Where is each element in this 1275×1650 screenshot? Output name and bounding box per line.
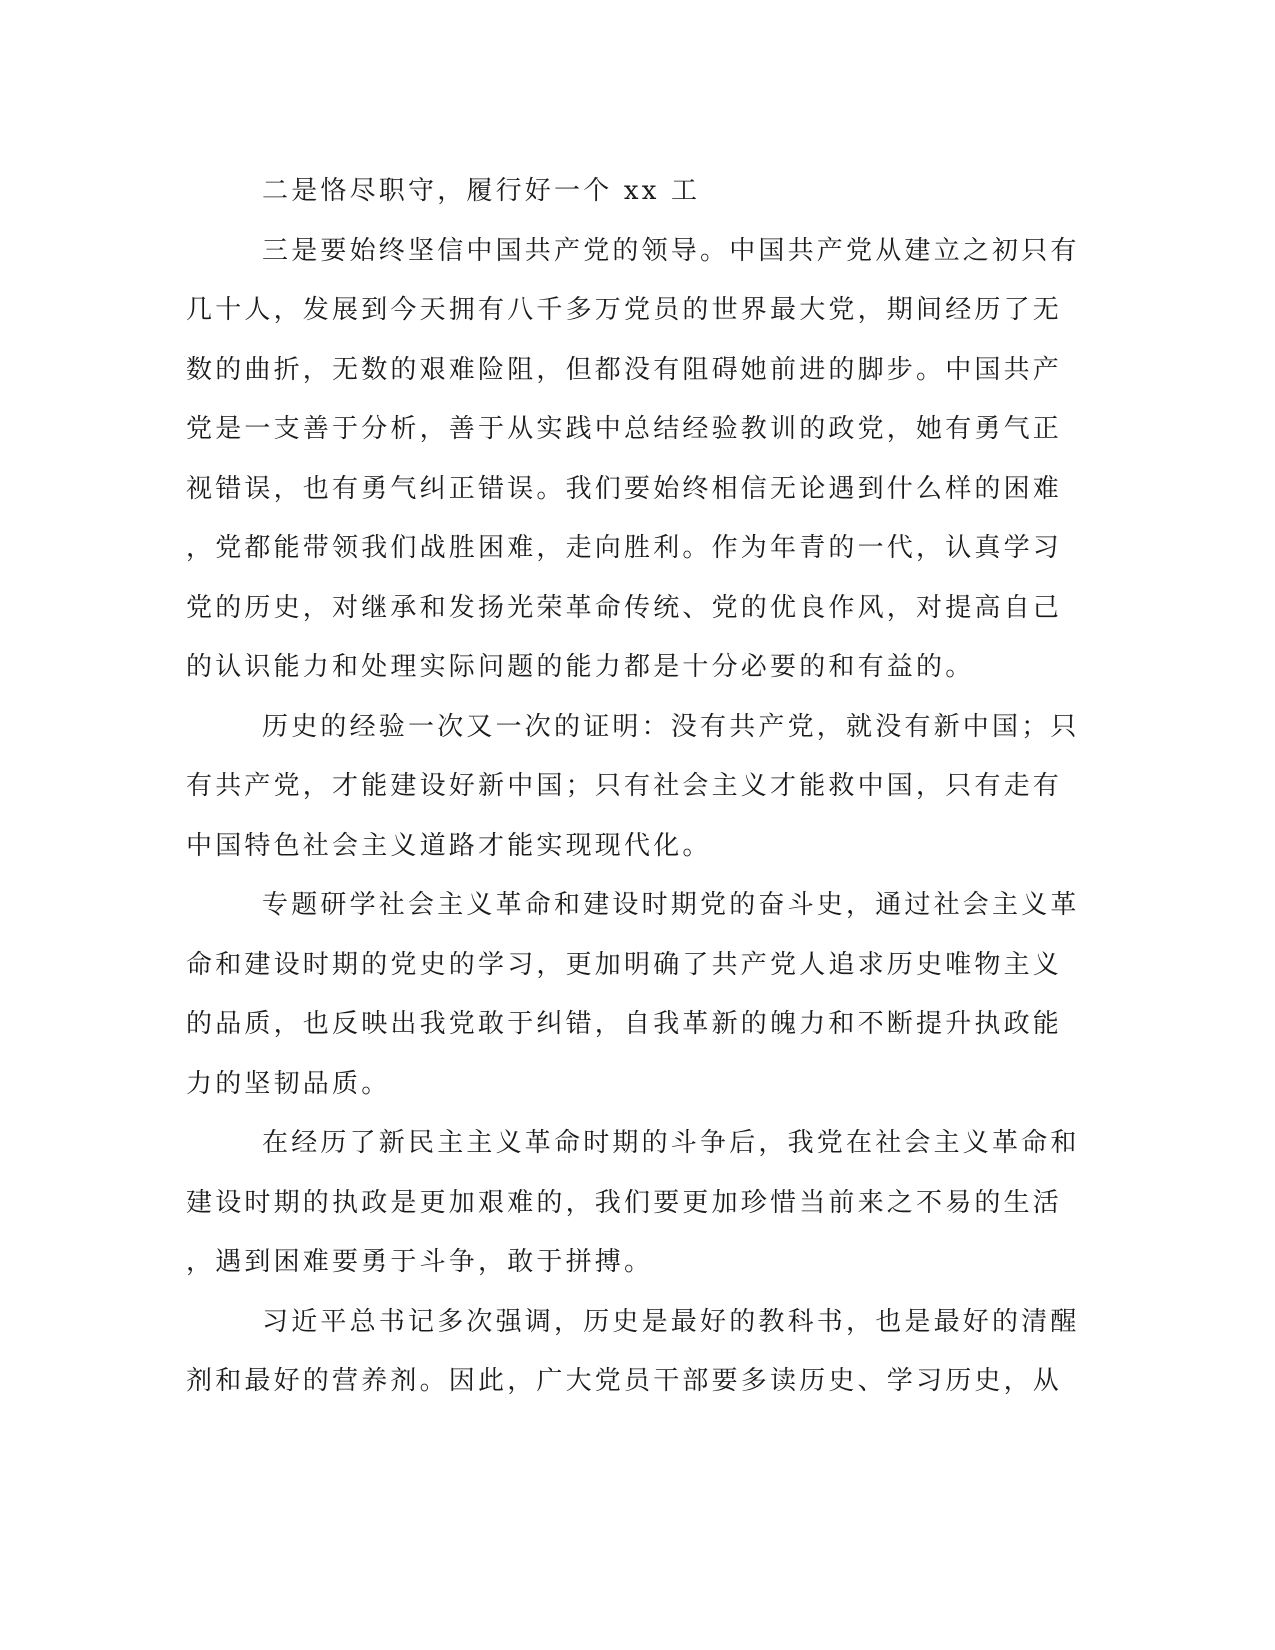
paragraph-6 xyxy=(186,1293,1080,1412)
text-line: 视错误，也有勇气纠正错误。我们要始终相信无论遇到什么样的困难 xyxy=(186,473,1063,504)
text-line: 二是恪尽职守，履行好一个 xx 工 xyxy=(262,176,701,206)
text-line: 习近平总书记多次强调，历史是最好的教科书，也是最好的清醒 xyxy=(262,1306,1080,1337)
text-line: 的认识能力和处理实际问题的能力都是十分必要的和有益的。 xyxy=(186,652,975,682)
text-line: ，遇到困难要勇于斗争，敢于拼搏。 xyxy=(186,1247,654,1277)
text-line: 党是一支善于分析，善于从实践中总结经验教训的政党，她有勇气正 xyxy=(186,414,1063,444)
text-line: 历史的经验一次又一次的证明：没有共产党，就没有新中国；只 xyxy=(262,711,1080,742)
text-line: 三是要始终坚信中国共产党的领导。中国共产党从建立之初只有 xyxy=(262,235,1080,266)
text-line: 专题研学社会主义革命和建设时期党的奋斗史，通过社会主义革 xyxy=(262,890,1080,920)
text-line: 中国特色社会主义道路才能实现现代化。 xyxy=(186,830,712,861)
paragraph-4 xyxy=(186,876,1080,1114)
document-body xyxy=(186,162,1080,1412)
paragraph-5 xyxy=(186,1114,1080,1293)
paragraph-3 xyxy=(186,698,1080,877)
text-line: 在经历了新民主主义革命时期的斗争后，我党在社会主义革命和 xyxy=(262,1128,1080,1158)
text-line: 剂和最好的营养剂。因此，广大党员干部要多读历史、学习历史，从 xyxy=(186,1366,1063,1396)
text-line: 力的坚韧品质。 xyxy=(186,1068,391,1099)
text-line: 命和建设时期的党史的学习，更加明确了共产党人追求历史唯物主义 xyxy=(186,949,1063,980)
paragraph-1 xyxy=(186,162,1066,222)
text-line: 数的曲折，无数的艰难险阻，但都没有阻碍她前进的脚步。中国共产 xyxy=(186,354,1063,385)
text-line: 有共产党，才能建设好新中国；只有社会主义才能救中国，只有走有 xyxy=(186,771,1063,801)
text-line: 的品质，也反映出我党敢于纠错，自我革新的魄力和不断提升执政能 xyxy=(186,1009,1063,1039)
text-line: 几十人，发展到今天拥有八千多万党员的世界最大党，期间经历了无 xyxy=(186,295,1063,325)
text-line: 党的历史，对继承和发扬光荣革命传统、党的优良作风，对提高自己 xyxy=(186,592,1063,623)
text-line: 建设时期的执政是更加艰难的，我们要更加珍惜当前来之不易的生活 xyxy=(186,1187,1063,1218)
text-line: ，党都能带领我们战胜困难，走向胜利。作为年青的一代，认真学习 xyxy=(186,533,1063,563)
paragraph-2 xyxy=(186,222,1080,698)
